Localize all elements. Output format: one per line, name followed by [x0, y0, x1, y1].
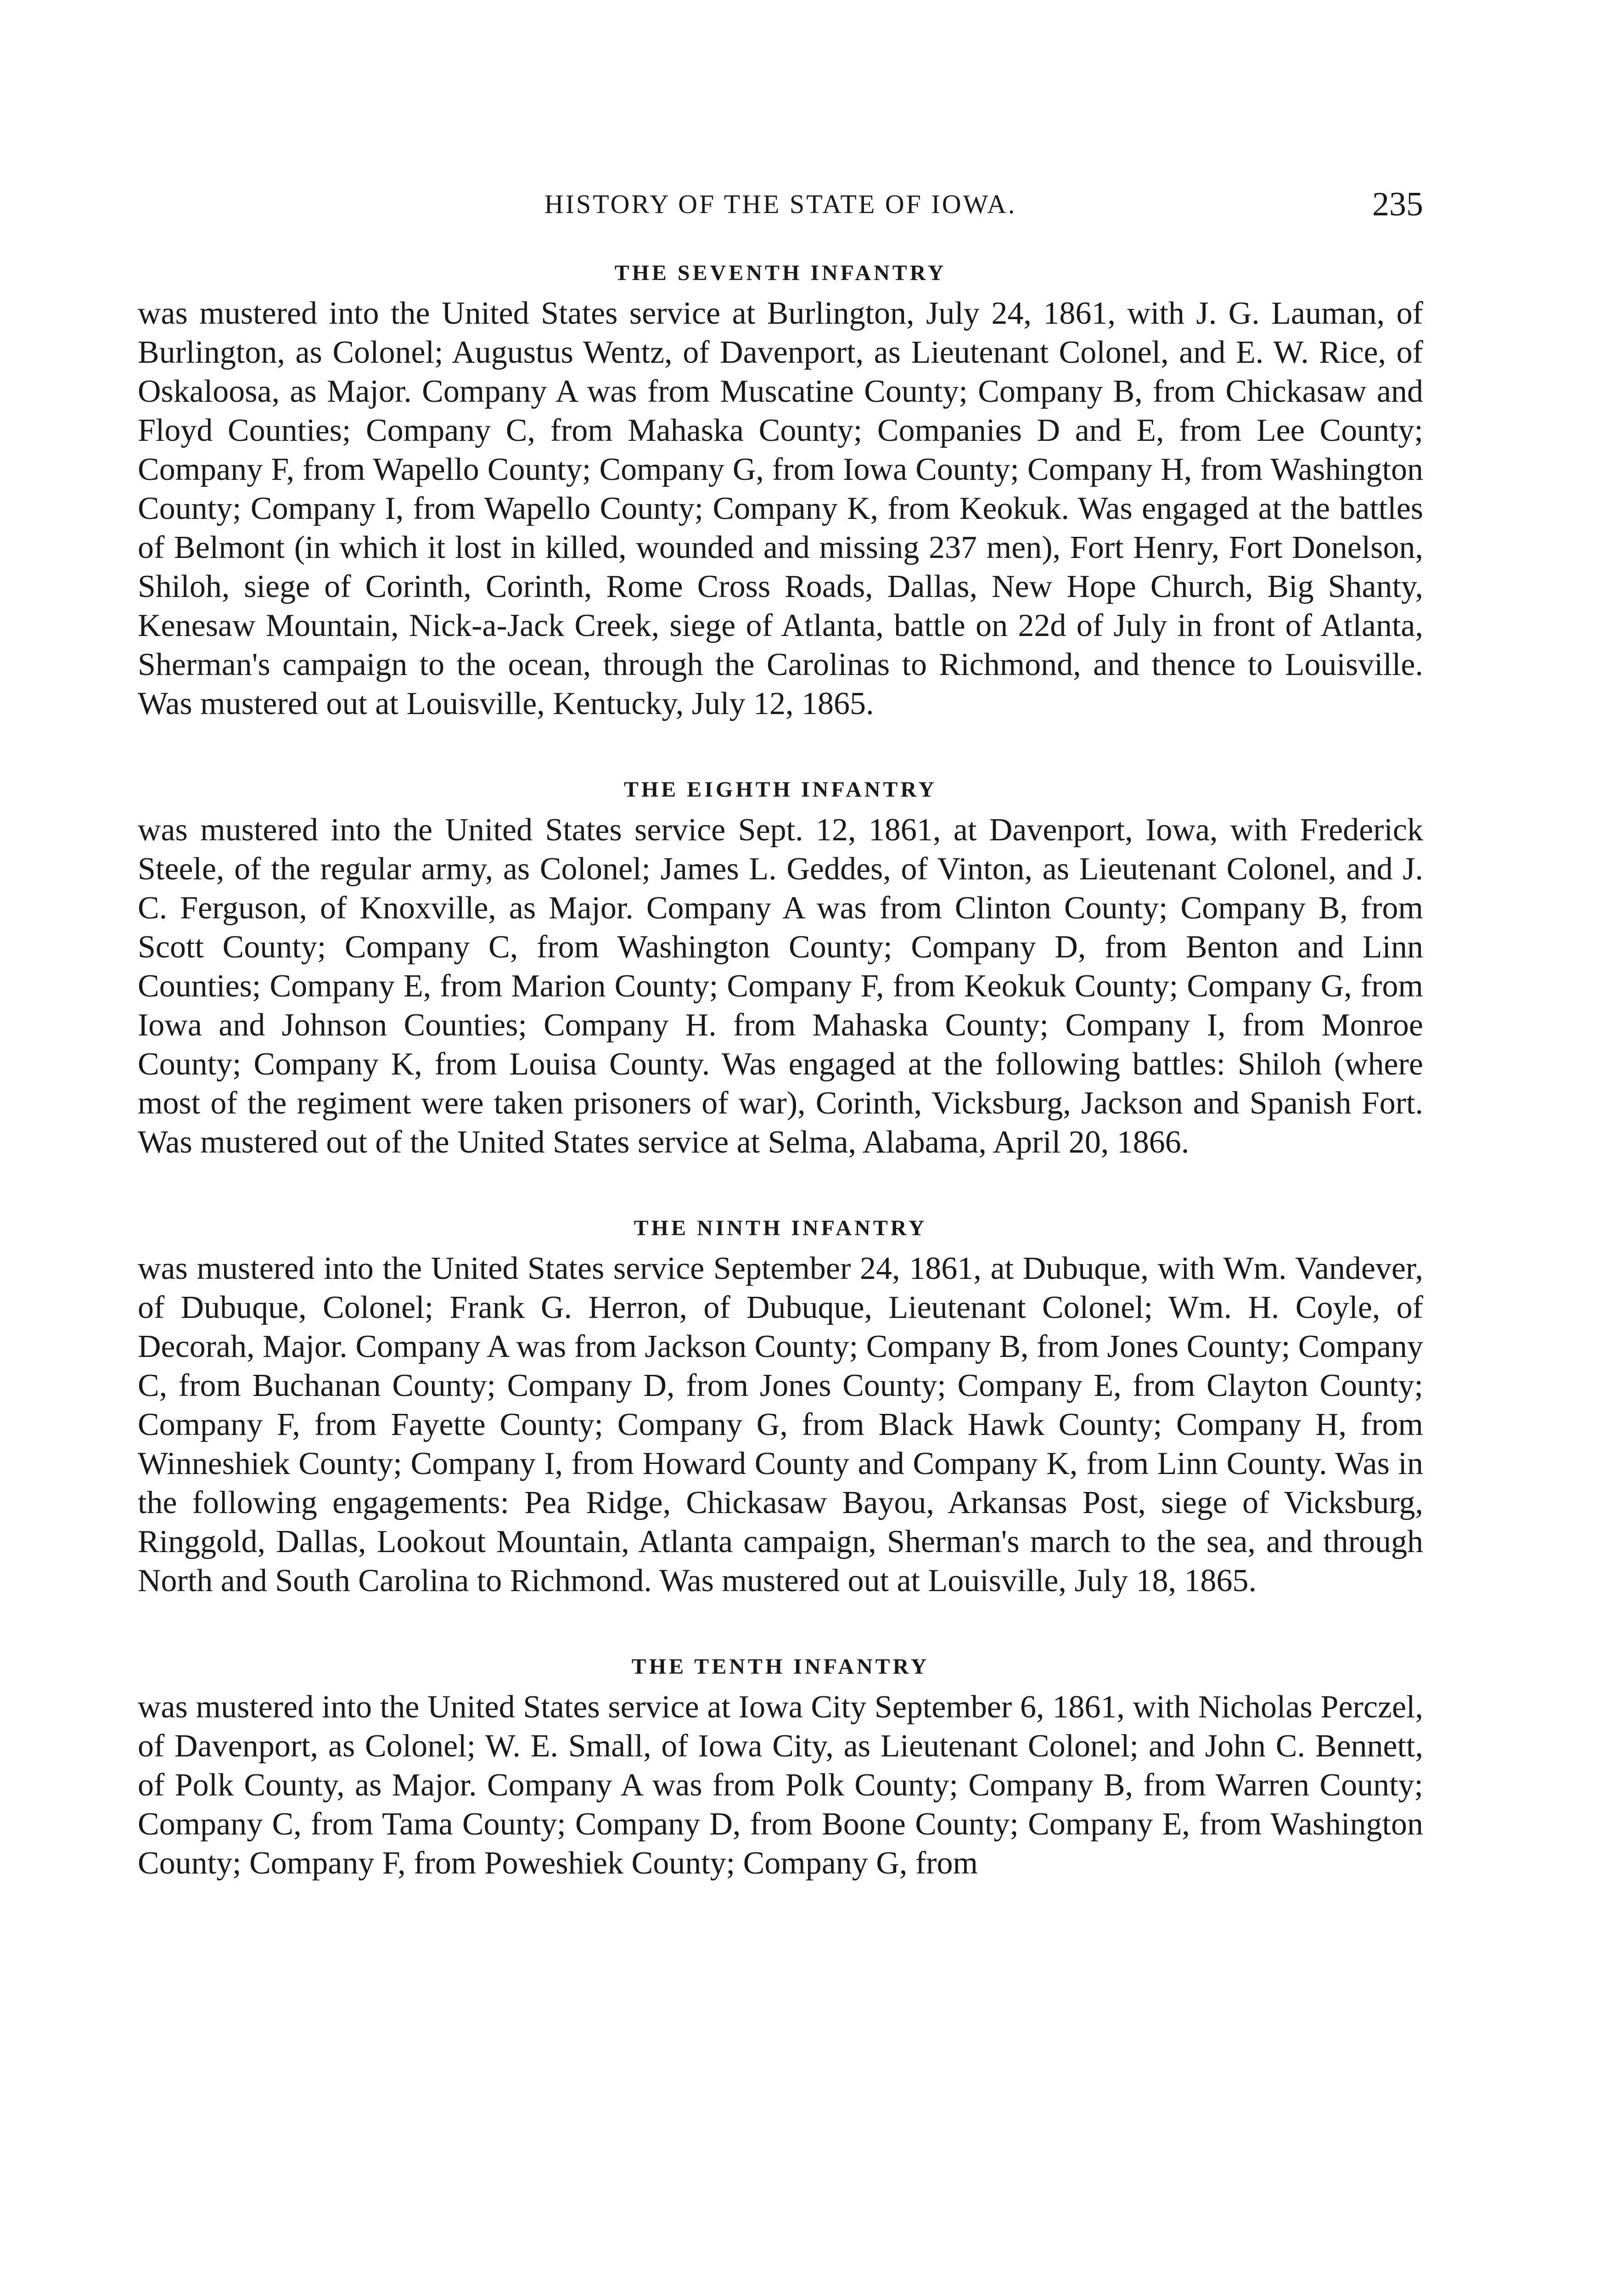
page-number: 235	[1372, 186, 1423, 223]
section-tenth-infantry	[138, 1651, 1423, 1883]
body-text	[138, 257, 1423, 1883]
section-seventh-infantry	[138, 257, 1423, 723]
running-title: HISTORY OF THE STATE OF IOWA.	[544, 189, 1017, 219]
section-heading: THE EIGHTH INFANTRY	[623, 777, 937, 802]
section-paragraph: was mustered into the United States service at Burlington, July 24, 1861, with J. G. Lauman, of Burlington, as Colonel; Augustus Wentz, of Davenport, as Lieutenant Colonel, and E. W. Rice, of Oskaloosa, as Major. Company A was from Muscatine County; Company B, from Chickasaw and Floyd Counties; Company C, from Mahaska County; Companies D and E, from Lee County; Company F, from Wapello County; Company G, from Iowa County; Company H, from Washington County; Company I, from Wapello County; Company K, from Keokuk. Was engaged at the battles of Belmont (in which it lost in killed, wounded and missing 237 men), Fort Henry, Fort Donelson, Shiloh, siege of Corinth, Corinth, Rome Cross Roads, Dallas, New Hope Church, Big Shanty, Kenesaw Mountain, Nick-a-Jack Creek, siege of Atlanta, battle on 22d of July in front of Atlanta, Sherman's campaign to the ocean, through the Carolinas to Richmond, and thence to Louisville. Was mustered out at Louisville, Kentucky, July 12, 1865.	[138, 296, 1423, 721]
section-eighth-infantry	[138, 774, 1423, 1162]
section-heading: THE NINTH INFANTRY	[634, 1216, 927, 1240]
section-paragraph: was mustered into the United States service Sept. 12, 1861, at Davenport, Iowa, with Frederick Steele, of the regular army, as Colonel; James L. Geddes, of Vinton, as Lieutenant Colonel, and J. C. Ferguson, of Knoxville, as Major. Company A was from Clinton County; Company B, from Scott County; Company C, from Washington County; Company D, from Benton and Linn Counties; Company E, from Marion County; Company F, from Keokuk County; Company G, from Iowa and Johnson Counties; Company H. from Mahaska County; Company I, from Monroe County; Company K, from Louisa County. Was engaged at the following battles: Shiloh (where most of the regiment were taken prisoners of war), Corinth, Vicksburg, Jackson and Spanish Fort. Was mustered out of the United States service at Selma, Alabama, April 20, 1866.	[138, 812, 1423, 1160]
section-heading: THE SEVENTH INFANTRY	[614, 261, 947, 285]
section-heading: THE TENTH INFANTRY	[631, 1654, 930, 1679]
section-paragraph: was mustered into the United States service at Iowa City September 6, 1861, with Nicholas Perczel, of Davenport, as Colonel; W. E. Small, of Iowa City, as Lieutenant Colonel; and John C. Bennett, of Polk County, as Major. Company A was from Polk County; Company B, from Warren County; Company C, from Tama County; Company D, from Boone County; Company E, from Washington County; Company F, from Poweshiek County; Company G, from	[138, 1689, 1423, 1881]
section-paragraph: was mustered into the United States service September 24, 1861, at Dubuque, with Wm. Vandever, of Dubuque, Colonel; Frank G. Herron, of Dubuque, Lieutenant Colonel; Wm. H. Coyle, of Decorah, Major. Company A was from Jackson County; Company B, from Jones County; Company C, from Buchanan County; Company D, from Jones County; Company E, from Clayton County; Company F, from Fayette County; Company G, from Black Hawk County; Company H, from Winneshiek County; Company I, from Howard County and Company K, from Linn County. Was in the following engagements: Pea Ridge, Chickasaw Bayou, Arkansas Post, siege of Vicksburg, Ringgold, Dallas, Lookout Mountain, Atlanta campaign, Sherman's march to the sea, and through North and South Carolina to Richmond. Was mustered out at Louisville, July 18, 1865.	[138, 1251, 1423, 1598]
running-header	[138, 184, 1423, 225]
section-ninth-infantry	[138, 1212, 1423, 1600]
